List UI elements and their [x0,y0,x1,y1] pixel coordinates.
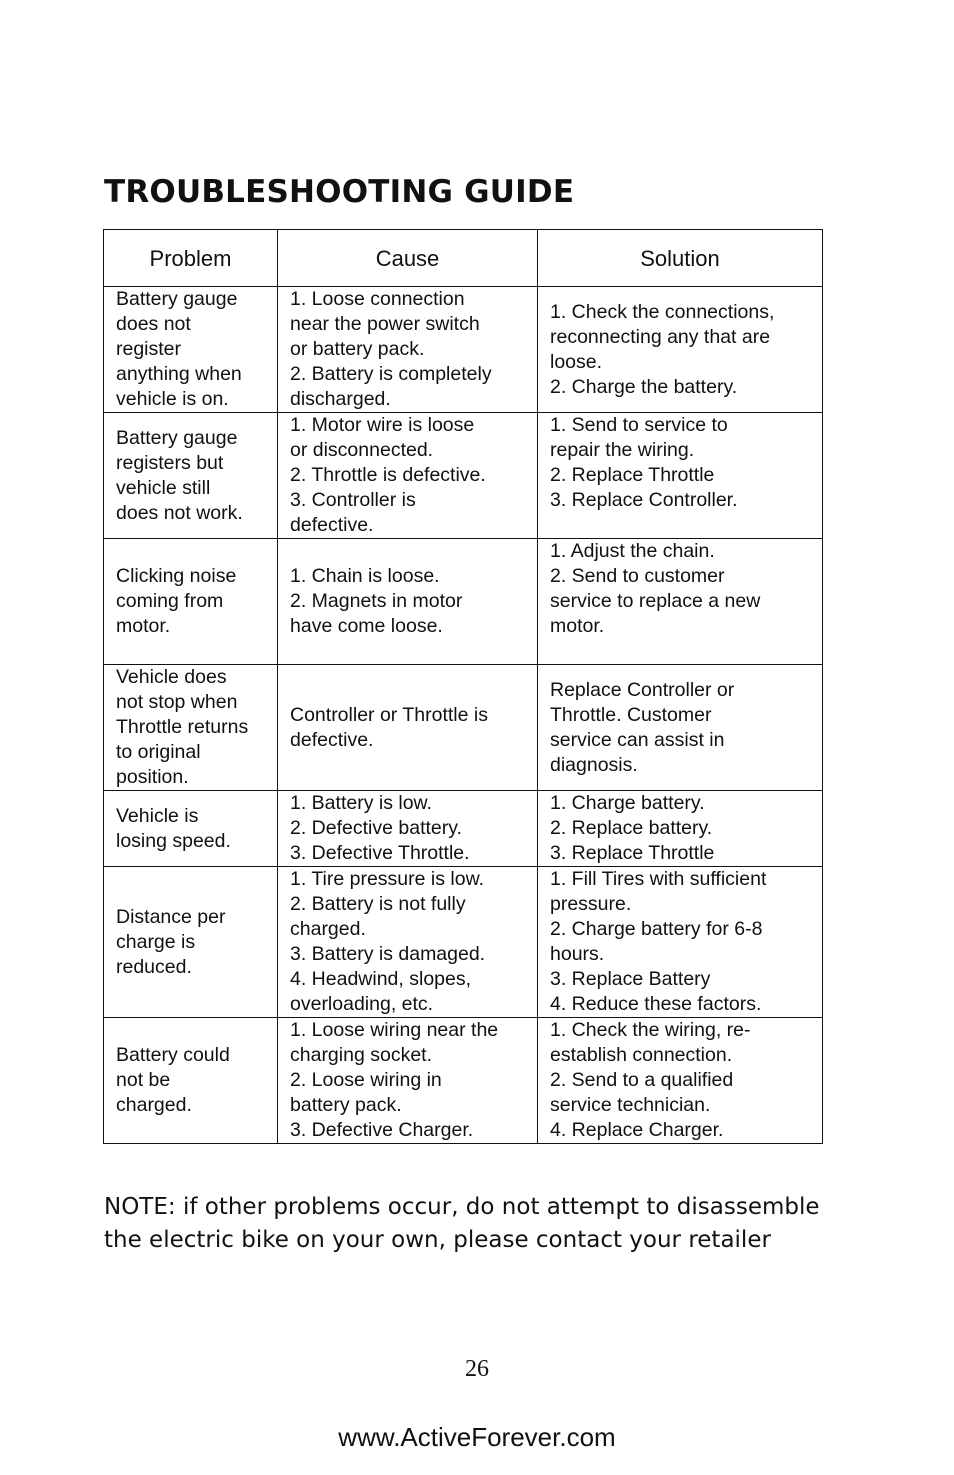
table-row [104,791,823,867]
problem-cell: Vehicle does not stop when Throttle returns to original position. [104,665,278,791]
problem-cell: Battery gauge does not register anything when vehicle is on. [104,287,278,413]
page-title: TROUBLESHOOTING GUIDE [104,174,575,210]
table-row [104,1018,823,1144]
solution-cell: 1. Check the connections, reconnecting any that are loose. 2. Charge the battery. [538,287,823,413]
cause-cell: Controller or Throttle is defective. [278,665,538,791]
cause-cell: 1. Loose wiring near the charging socket. 2. Loose wiring in battery pack. 3. Defective Charger. [278,1018,538,1144]
solution-cell: 1. Adjust the chain. 2. Send to customer service to replace a new motor. [538,539,823,665]
solution-cell: 1. Fill Tires with sufficient pressure. 2. Charge battery for 6-8 hours. 3. Replace Battery 4. Reduce these factors. [538,867,823,1018]
problem-cell: Battery gauge registers but vehicle still does not work. [104,413,278,539]
cause-cell: 1. Chain is loose. 2. Magnets in motor have come loose. [278,539,538,665]
problem-cell: Distance per charge is reduced. [104,867,278,1018]
header-problem: Problem [104,230,278,287]
troubleshooting-table [103,229,823,1144]
problem-cell: Clicking noise coming from motor. [104,539,278,665]
page-number: 26 [465,1356,489,1382]
solution-cell: 1. Charge battery. 2. Replace battery. 3. Replace Throttle [538,791,823,867]
cause-cell: 1. Battery is low. 2. Defective battery. 3. Defective Throttle. [278,791,538,867]
table-row [104,287,823,413]
table-row [104,413,823,539]
problem-cell: Vehicle is losing speed. [104,791,278,867]
note-text: NOTE: if other problems occur, do not attempt to disassemble the electric bike on your own, please contact your retailer [104,1194,820,1253]
header-solution: Solution [538,230,823,287]
table-header-row [104,230,823,287]
solution-cell: 1. Check the wiring, re- establish connection. 2. Send to a qualified service technician. 4. Replace Charger. [538,1018,823,1144]
table-row [104,539,823,665]
header-cause: Cause [278,230,538,287]
website-url: www.ActiveForever.com [338,1422,616,1452]
solution-cell: 1. Send to service to repair the wiring. 2. Replace Throttle 3. Replace Controller. [538,413,823,539]
solution-cell: Replace Controller or Throttle. Customer service can assist in diagnosis. [538,665,823,791]
cause-cell: 1. Loose connection near the power switch or battery pack. 2. Battery is completely discharged. [278,287,538,413]
table-row [104,665,823,791]
cause-cell: 1. Tire pressure is low. 2. Battery is not fully charged. 3. Battery is damaged. 4. Headwind, slopes, overloading, etc. [278,867,538,1018]
problem-cell: Battery could not be charged. [104,1018,278,1144]
table-row [104,867,823,1018]
cause-cell: 1. Motor wire is loose or disconnected. 2. Throttle is defective. 3. Controller is defective. [278,413,538,539]
